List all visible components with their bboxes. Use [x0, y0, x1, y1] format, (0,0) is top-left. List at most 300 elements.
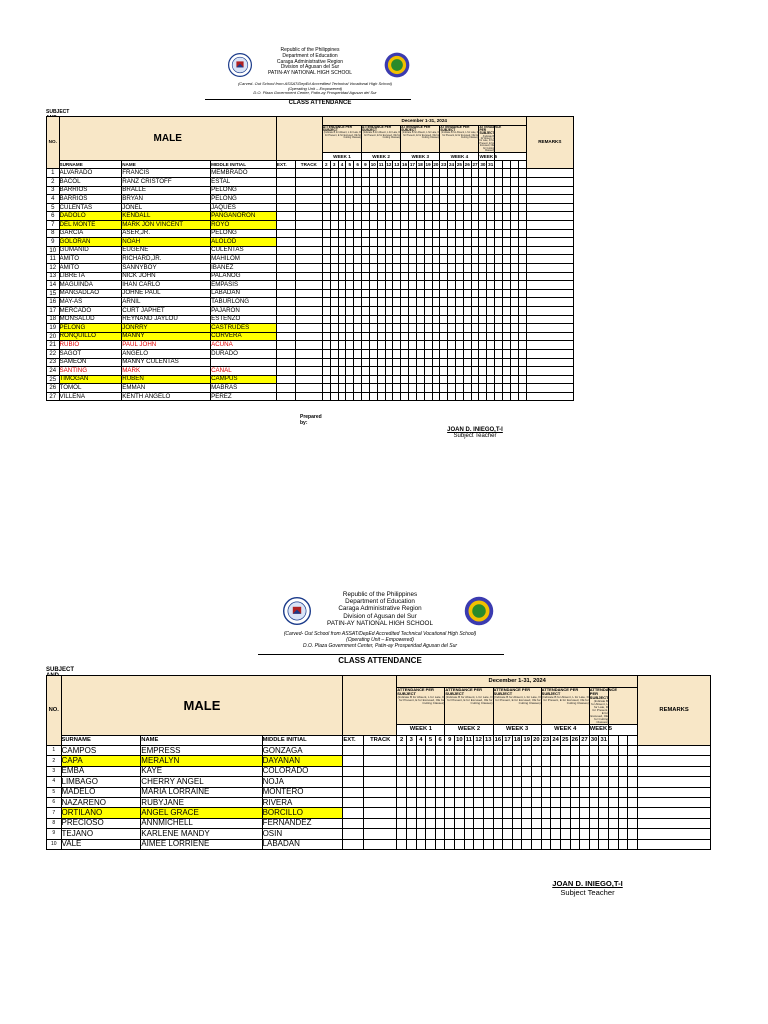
attendance-cell[interactable] [455, 263, 463, 272]
attendance-cell[interactable] [385, 169, 393, 178]
attendance-cell[interactable] [541, 808, 551, 818]
attendance-cell[interactable] [479, 367, 487, 376]
attendance-cell[interactable] [518, 367, 526, 376]
attendance-cell[interactable] [487, 272, 495, 281]
attendance-cell[interactable] [599, 829, 609, 839]
attendance-cell[interactable] [416, 384, 424, 393]
attendance-cell[interactable] [385, 298, 393, 307]
attendance-cell[interactable] [440, 289, 448, 298]
attendance-cell[interactable] [479, 263, 487, 272]
attendance-cell[interactable] [463, 367, 471, 376]
attendance-cell[interactable] [401, 272, 409, 281]
attendance-cell[interactable] [385, 246, 393, 255]
attendance-cell[interactable] [503, 756, 513, 766]
attendance-cell[interactable] [377, 281, 385, 290]
attendance-cell[interactable] [471, 324, 479, 333]
attendance-cell[interactable] [464, 777, 474, 787]
attendance-cell[interactable] [401, 298, 409, 307]
attendance-cell[interactable] [397, 777, 407, 787]
attendance-cell[interactable] [377, 367, 385, 376]
attendance-cell[interactable] [440, 212, 448, 221]
remarks-cell[interactable] [526, 221, 573, 230]
attendance-cell[interactable] [406, 756, 416, 766]
attendance-cell[interactable] [322, 203, 330, 212]
attendance-cell[interactable] [609, 797, 619, 807]
attendance-cell[interactable] [502, 324, 510, 333]
attendance-cell[interactable] [409, 298, 417, 307]
attendance-cell[interactable] [618, 829, 628, 839]
attendance-cell[interactable] [471, 229, 479, 238]
attendance-cell[interactable] [448, 384, 456, 393]
attendance-cell[interactable] [377, 332, 385, 341]
attendance-cell[interactable] [432, 178, 440, 187]
attendance-cell[interactable] [426, 808, 436, 818]
attendance-cell[interactable] [369, 203, 377, 212]
attendance-cell[interactable] [487, 186, 495, 195]
attendance-cell[interactable] [362, 212, 370, 221]
attendance-cell[interactable] [338, 195, 346, 204]
attendance-cell[interactable] [385, 186, 393, 195]
attendance-cell[interactable] [322, 375, 330, 384]
attendance-cell[interactable] [377, 195, 385, 204]
attendance-cell[interactable] [416, 839, 426, 849]
attendance-cell[interactable] [532, 839, 542, 849]
attendance-cell[interactable] [354, 255, 362, 264]
attendance-cell[interactable] [377, 246, 385, 255]
attendance-cell[interactable] [424, 178, 432, 187]
attendance-cell[interactable] [330, 212, 338, 221]
attendance-cell[interactable] [393, 178, 401, 187]
ext-cell[interactable] [343, 746, 364, 756]
attendance-cell[interactable] [424, 272, 432, 281]
track-cell[interactable] [364, 797, 397, 807]
attendance-cell[interactable] [377, 203, 385, 212]
attendance-cell[interactable] [354, 367, 362, 376]
attendance-cell[interactable] [416, 315, 424, 324]
attendance-cell[interactable] [377, 384, 385, 393]
attendance-cell[interactable] [432, 281, 440, 290]
attendance-cell[interactable] [432, 289, 440, 298]
attendance-cell[interactable] [493, 839, 503, 849]
attendance-cell[interactable] [406, 787, 416, 797]
attendance-cell[interactable] [424, 238, 432, 247]
attendance-cell[interactable] [369, 358, 377, 367]
attendance-cell[interactable] [455, 272, 463, 281]
attendance-cell[interactable] [338, 384, 346, 393]
attendance-cell[interactable] [440, 238, 448, 247]
attendance-cell[interactable] [322, 246, 330, 255]
attendance-cell[interactable] [495, 289, 503, 298]
ext-cell[interactable] [343, 839, 364, 849]
attendance-cell[interactable] [424, 246, 432, 255]
attendance-cell[interactable] [322, 263, 330, 272]
attendance-cell[interactable] [464, 756, 474, 766]
attendance-cell[interactable] [493, 746, 503, 756]
ext-cell[interactable] [276, 315, 295, 324]
track-cell[interactable] [295, 238, 322, 247]
attendance-cell[interactable] [346, 281, 354, 290]
attendance-cell[interactable] [628, 766, 638, 776]
attendance-cell[interactable] [354, 246, 362, 255]
attendance-cell[interactable] [560, 839, 570, 849]
attendance-cell[interactable] [322, 281, 330, 290]
track-cell[interactable] [295, 186, 322, 195]
attendance-cell[interactable] [532, 829, 542, 839]
attendance-cell[interactable] [474, 746, 484, 756]
attendance-cell[interactable] [493, 818, 503, 828]
attendance-cell[interactable] [487, 384, 495, 393]
attendance-cell[interactable] [346, 375, 354, 384]
attendance-cell[interactable] [599, 756, 609, 766]
attendance-cell[interactable] [416, 797, 426, 807]
attendance-cell[interactable] [551, 808, 561, 818]
attendance-cell[interactable] [440, 203, 448, 212]
attendance-cell[interactable] [322, 186, 330, 195]
attendance-cell[interactable] [448, 341, 456, 350]
attendance-cell[interactable] [362, 178, 370, 187]
attendance-cell[interactable] [369, 392, 377, 401]
track-cell[interactable] [364, 787, 397, 797]
attendance-cell[interactable] [440, 298, 448, 307]
attendance-cell[interactable] [474, 808, 484, 818]
attendance-cell[interactable] [369, 349, 377, 358]
attendance-cell[interactable] [551, 818, 561, 828]
attendance-cell[interactable] [455, 839, 465, 849]
attendance-cell[interactable] [393, 203, 401, 212]
attendance-cell[interactable] [512, 766, 522, 776]
attendance-cell[interactable] [518, 349, 526, 358]
attendance-cell[interactable] [401, 212, 409, 221]
attendance-cell[interactable] [510, 229, 518, 238]
ext-cell[interactable] [276, 272, 295, 281]
attendance-cell[interactable] [479, 349, 487, 358]
attendance-cell[interactable] [448, 238, 456, 247]
attendance-cell[interactable] [495, 306, 503, 315]
attendance-cell[interactable] [354, 229, 362, 238]
attendance-cell[interactable] [448, 186, 456, 195]
attendance-cell[interactable] [346, 392, 354, 401]
attendance-cell[interactable] [354, 272, 362, 281]
attendance-cell[interactable] [440, 186, 448, 195]
attendance-cell[interactable] [401, 315, 409, 324]
attendance-cell[interactable] [560, 777, 570, 787]
attendance-cell[interactable] [385, 195, 393, 204]
attendance-cell[interactable] [487, 392, 495, 401]
attendance-cell[interactable] [362, 221, 370, 230]
attendance-cell[interactable] [385, 315, 393, 324]
remarks-cell[interactable] [526, 263, 573, 272]
attendance-cell[interactable] [432, 246, 440, 255]
attendance-cell[interactable] [354, 203, 362, 212]
attendance-cell[interactable] [502, 349, 510, 358]
attendance-cell[interactable] [409, 169, 417, 178]
attendance-cell[interactable] [401, 332, 409, 341]
track-cell[interactable] [295, 306, 322, 315]
attendance-cell[interactable] [455, 367, 463, 376]
attendance-cell[interactable] [362, 375, 370, 384]
attendance-cell[interactable] [495, 186, 503, 195]
remarks-cell[interactable] [638, 797, 711, 807]
attendance-cell[interactable] [609, 746, 619, 756]
attendance-cell[interactable] [628, 829, 638, 839]
attendance-cell[interactable] [393, 324, 401, 333]
attendance-cell[interactable] [628, 797, 638, 807]
attendance-cell[interactable] [518, 332, 526, 341]
attendance-cell[interactable] [406, 839, 416, 849]
attendance-cell[interactable] [409, 358, 417, 367]
attendance-cell[interactable] [455, 298, 463, 307]
attendance-cell[interactable] [532, 787, 542, 797]
attendance-cell[interactable] [362, 315, 370, 324]
attendance-cell[interactable] [455, 169, 463, 178]
attendance-cell[interactable] [440, 272, 448, 281]
attendance-cell[interactable] [393, 195, 401, 204]
attendance-cell[interactable] [385, 367, 393, 376]
remarks-cell[interactable] [526, 246, 573, 255]
attendance-cell[interactable] [510, 289, 518, 298]
attendance-cell[interactable] [487, 263, 495, 272]
attendance-cell[interactable] [440, 341, 448, 350]
track-cell[interactable] [295, 324, 322, 333]
attendance-cell[interactable] [385, 272, 393, 281]
track-cell[interactable] [295, 298, 322, 307]
attendance-cell[interactable] [518, 178, 526, 187]
attendance-cell[interactable] [338, 169, 346, 178]
attendance-cell[interactable] [448, 272, 456, 281]
attendance-cell[interactable] [346, 246, 354, 255]
attendance-cell[interactable] [541, 777, 551, 787]
attendance-cell[interactable] [385, 263, 393, 272]
attendance-cell[interactable] [362, 392, 370, 401]
attendance-cell[interactable] [463, 384, 471, 393]
attendance-cell[interactable] [362, 384, 370, 393]
attendance-cell[interactable] [424, 195, 432, 204]
attendance-cell[interactable] [426, 756, 436, 766]
attendance-cell[interactable] [377, 289, 385, 298]
attendance-cell[interactable] [424, 289, 432, 298]
attendance-cell[interactable] [532, 756, 542, 766]
attendance-cell[interactable] [628, 787, 638, 797]
remarks-cell[interactable] [638, 818, 711, 828]
attendance-cell[interactable] [455, 375, 463, 384]
attendance-cell[interactable] [432, 358, 440, 367]
attendance-cell[interactable] [455, 212, 463, 221]
attendance-cell[interactable] [551, 787, 561, 797]
attendance-cell[interactable] [440, 315, 448, 324]
attendance-cell[interactable] [518, 306, 526, 315]
attendance-cell[interactable] [532, 766, 542, 776]
attendance-cell[interactable] [464, 818, 474, 828]
attendance-cell[interactable] [502, 246, 510, 255]
ext-cell[interactable] [276, 324, 295, 333]
attendance-cell[interactable] [330, 281, 338, 290]
attendance-cell[interactable] [474, 839, 484, 849]
ext-cell[interactable] [343, 829, 364, 839]
attendance-cell[interactable] [495, 358, 503, 367]
attendance-cell[interactable] [369, 221, 377, 230]
remarks-cell[interactable] [526, 358, 573, 367]
attendance-cell[interactable] [518, 221, 526, 230]
attendance-cell[interactable] [518, 263, 526, 272]
attendance-cell[interactable] [416, 298, 424, 307]
attendance-cell[interactable] [618, 787, 628, 797]
attendance-cell[interactable] [435, 839, 445, 849]
attendance-cell[interactable] [346, 324, 354, 333]
attendance-cell[interactable] [463, 178, 471, 187]
attendance-cell[interactable] [346, 255, 354, 264]
attendance-cell[interactable] [401, 392, 409, 401]
attendance-cell[interactable] [487, 315, 495, 324]
attendance-cell[interactable] [570, 808, 580, 818]
attendance-cell[interactable] [599, 797, 609, 807]
attendance-cell[interactable] [560, 829, 570, 839]
attendance-cell[interactable] [502, 186, 510, 195]
ext-cell[interactable] [276, 384, 295, 393]
attendance-cell[interactable] [397, 818, 407, 828]
remarks-cell[interactable] [526, 272, 573, 281]
attendance-cell[interactable] [322, 341, 330, 350]
attendance-cell[interactable] [354, 341, 362, 350]
attendance-cell[interactable] [487, 229, 495, 238]
attendance-cell[interactable] [510, 178, 518, 187]
attendance-cell[interactable] [346, 367, 354, 376]
attendance-cell[interactable] [495, 349, 503, 358]
attendance-cell[interactable] [445, 808, 455, 818]
attendance-cell[interactable] [483, 808, 493, 818]
attendance-cell[interactable] [362, 238, 370, 247]
attendance-cell[interactable] [322, 315, 330, 324]
attendance-cell[interactable] [463, 221, 471, 230]
ext-cell[interactable] [343, 766, 364, 776]
attendance-cell[interactable] [330, 229, 338, 238]
attendance-cell[interactable] [512, 829, 522, 839]
attendance-cell[interactable] [432, 392, 440, 401]
attendance-cell[interactable] [609, 756, 619, 766]
attendance-cell[interactable] [338, 349, 346, 358]
attendance-cell[interactable] [551, 839, 561, 849]
attendance-cell[interactable] [435, 777, 445, 787]
attendance-cell[interactable] [426, 818, 436, 828]
attendance-cell[interactable] [512, 808, 522, 818]
attendance-cell[interactable] [401, 186, 409, 195]
attendance-cell[interactable] [483, 818, 493, 828]
attendance-cell[interactable] [432, 298, 440, 307]
attendance-cell[interactable] [510, 358, 518, 367]
ext-cell[interactable] [343, 787, 364, 797]
attendance-cell[interactable] [426, 777, 436, 787]
attendance-cell[interactable] [479, 229, 487, 238]
attendance-cell[interactable] [471, 212, 479, 221]
attendance-cell[interactable] [487, 298, 495, 307]
attendance-cell[interactable] [445, 818, 455, 828]
attendance-cell[interactable] [455, 808, 465, 818]
attendance-cell[interactable] [401, 169, 409, 178]
attendance-cell[interactable] [463, 186, 471, 195]
attendance-cell[interactable] [560, 787, 570, 797]
attendance-cell[interactable] [409, 203, 417, 212]
attendance-cell[interactable] [377, 263, 385, 272]
attendance-cell[interactable] [580, 808, 590, 818]
attendance-cell[interactable] [599, 766, 609, 776]
attendance-cell[interactable] [354, 281, 362, 290]
attendance-cell[interactable] [518, 281, 526, 290]
attendance-cell[interactable] [522, 787, 532, 797]
attendance-cell[interactable] [474, 756, 484, 766]
attendance-cell[interactable] [448, 195, 456, 204]
attendance-cell[interactable] [354, 324, 362, 333]
attendance-cell[interactable] [354, 195, 362, 204]
attendance-cell[interactable] [618, 766, 628, 776]
attendance-cell[interactable] [463, 392, 471, 401]
attendance-cell[interactable] [463, 255, 471, 264]
attendance-cell[interactable] [448, 255, 456, 264]
track-cell[interactable] [295, 229, 322, 238]
attendance-cell[interactable] [409, 306, 417, 315]
attendance-cell[interactable] [440, 169, 448, 178]
track-cell[interactable] [295, 315, 322, 324]
attendance-cell[interactable] [369, 324, 377, 333]
ext-cell[interactable] [343, 797, 364, 807]
attendance-cell[interactable] [385, 384, 393, 393]
remarks-cell[interactable] [526, 306, 573, 315]
attendance-cell[interactable] [354, 306, 362, 315]
attendance-cell[interactable] [409, 315, 417, 324]
attendance-cell[interactable] [487, 324, 495, 333]
attendance-cell[interactable] [628, 818, 638, 828]
attendance-cell[interactable] [522, 808, 532, 818]
attendance-cell[interactable] [495, 392, 503, 401]
attendance-cell[interactable] [409, 238, 417, 247]
attendance-cell[interactable] [448, 358, 456, 367]
attendance-cell[interactable] [397, 839, 407, 849]
attendance-cell[interactable] [512, 787, 522, 797]
ext-cell[interactable] [276, 375, 295, 384]
attendance-cell[interactable] [409, 375, 417, 384]
attendance-cell[interactable] [479, 178, 487, 187]
attendance-cell[interactable] [618, 746, 628, 756]
attendance-cell[interactable] [487, 306, 495, 315]
attendance-cell[interactable] [479, 246, 487, 255]
attendance-cell[interactable] [406, 818, 416, 828]
attendance-cell[interactable] [510, 349, 518, 358]
attendance-cell[interactable] [330, 289, 338, 298]
attendance-cell[interactable] [580, 777, 590, 787]
attendance-cell[interactable] [483, 839, 493, 849]
attendance-cell[interactable] [385, 178, 393, 187]
attendance-cell[interactable] [338, 358, 346, 367]
attendance-cell[interactable] [424, 375, 432, 384]
attendance-cell[interactable] [471, 298, 479, 307]
attendance-cell[interactable] [463, 229, 471, 238]
attendance-cell[interactable] [377, 272, 385, 281]
track-cell[interactable] [295, 281, 322, 290]
attendance-cell[interactable] [479, 358, 487, 367]
attendance-cell[interactable] [397, 766, 407, 776]
attendance-cell[interactable] [471, 281, 479, 290]
attendance-cell[interactable] [322, 349, 330, 358]
attendance-cell[interactable] [471, 255, 479, 264]
attendance-cell[interactable] [416, 263, 424, 272]
attendance-cell[interactable] [401, 229, 409, 238]
attendance-cell[interactable] [463, 203, 471, 212]
attendance-cell[interactable] [322, 306, 330, 315]
attendance-cell[interactable] [455, 229, 463, 238]
attendance-cell[interactable] [432, 332, 440, 341]
remarks-cell[interactable] [526, 203, 573, 212]
attendance-cell[interactable] [401, 375, 409, 384]
attendance-cell[interactable] [393, 221, 401, 230]
attendance-cell[interactable] [570, 777, 580, 787]
